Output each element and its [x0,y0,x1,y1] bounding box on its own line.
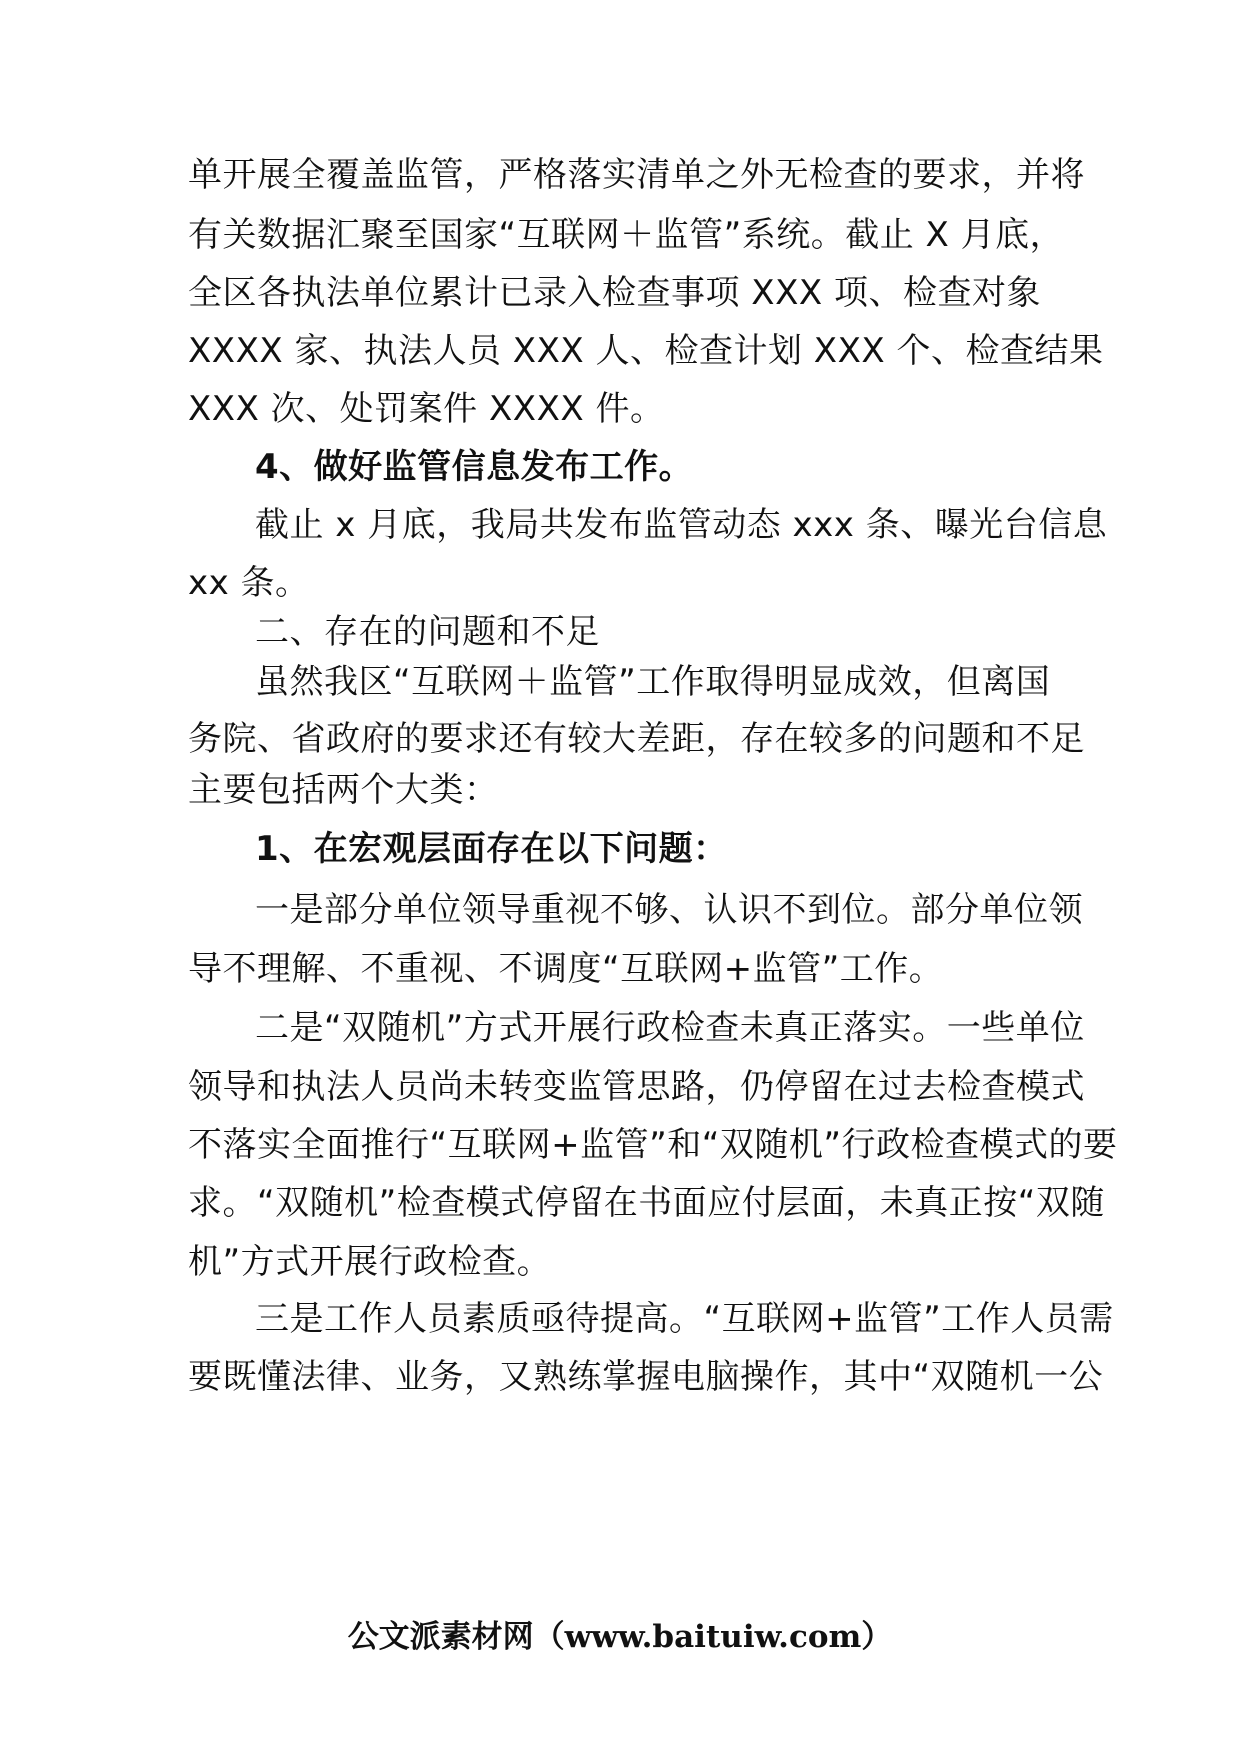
paragraph-line: 导不理解、不重视、不调度“互联网+监管”工作。 [188,949,944,989]
paragraph-line: 截止 x 月底，我局共发布监管动态 xxx 条、曝光台信息 [255,505,1108,545]
paragraph-line: 求。“双随机”检查模式停留在书面应付层面，未真正按“双随 [188,1183,1105,1223]
footer-watermark: 公文派素材网（www.baituiw.com） [347,1619,893,1655]
paragraph-line: 不落实全面推行“互联网+监管”和“双随机”行政检查模式的要 [188,1125,1118,1165]
paragraph-line: 全区各执法单位累计已录入检查事项 XXX 项、检查对象 [188,273,1041,313]
paragraph-line: 三是工作人员素质亟待提高。“互联网+监管”工作人员需 [255,1299,1114,1339]
paragraph-line: 单开展全覆盖监管，严格落实清单之外无检查的要求，并将 [188,155,1085,195]
paragraph-line: 一是部分单位领导重视不够、认识不到位。部分单位领 [255,890,1083,930]
paragraph-line: 领导和执法人员尚未转变监管思路，仍停留在过去检查模式 [188,1067,1085,1107]
paragraph-line: 务院、省政府的要求还有较大差距，存在较多的问题和不足 [188,719,1085,759]
paragraph-line: 机”方式开展行政检查。 [188,1242,552,1282]
paragraph-line: xx 条。 [188,563,310,603]
paragraph-line: 虽然我区“互联网＋监管”工作取得明显成效，但离国 [255,662,1051,702]
paragraph-line: 主要包括两个大类： [188,770,499,810]
section-heading: 二、存在的问题和不足 [255,612,600,652]
paragraph-line: XXXX 家、执法人员 XXX 人、检查计划 XXX 个、检查结果 [188,331,1104,371]
paragraph-line: XXX 次、处罚案件 XXXX 件。 [188,389,665,429]
section-heading: 4、做好监管信息发布工作。 [255,447,694,487]
section-heading: 1、在宏观层面存在以下问题： [255,829,728,869]
paragraph-line: 要既懂法律、业务，又熟练掌握电脑操作，其中“双随机一公 [188,1357,1104,1397]
paragraph-line: 有关数据汇聚至国家“互联网＋监管”系统。截止 X 月底， [188,215,1065,255]
paragraph-line: 二是“双随机”方式开展行政检查未真正落实。一些单位 [255,1008,1085,1048]
